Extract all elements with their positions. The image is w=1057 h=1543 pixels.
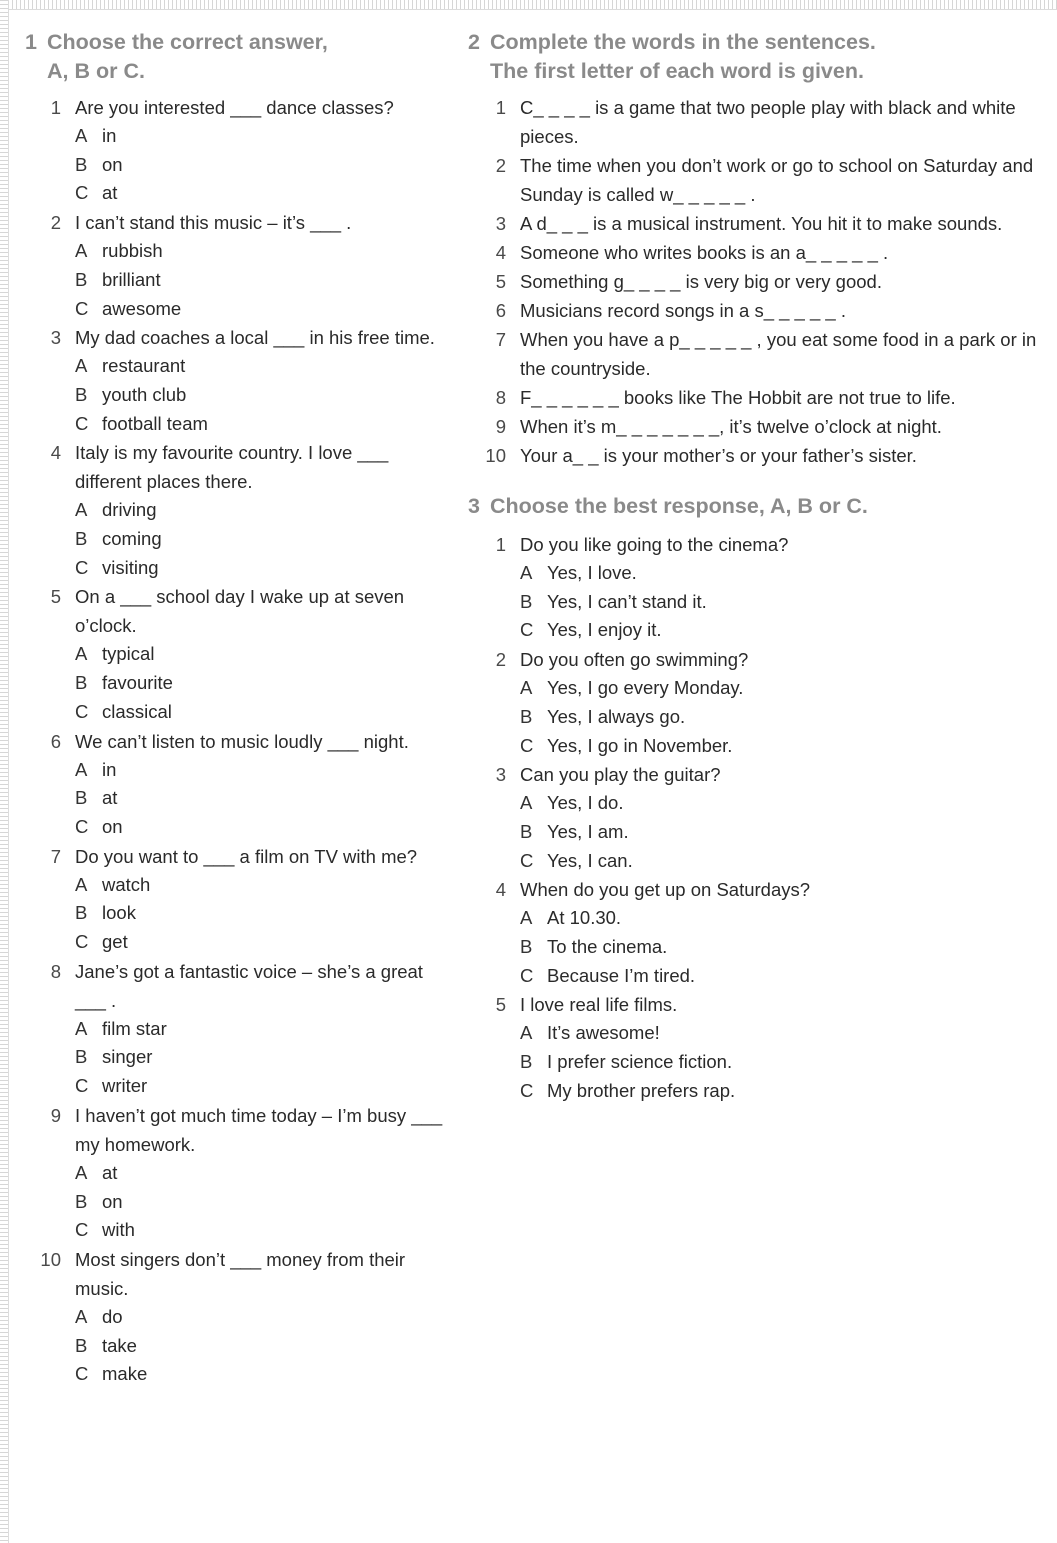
option-text: awesome (102, 297, 182, 319)
question-row (25, 957, 445, 1015)
option-text: Yes, I am. (547, 820, 629, 842)
question-row (468, 296, 1048, 325)
section1-title: Choose the correct answer, A, B or C. (47, 30, 328, 83)
answer-option[interactable] (468, 962, 1048, 991)
question-text: I can’t stand this music – it’s ___ . (75, 212, 352, 234)
option-text: Yes, I can’t stand it. (547, 590, 707, 612)
option-letter: C (520, 734, 534, 756)
question-number: 3 (495, 764, 506, 786)
question-row (468, 645, 1048, 674)
option-text: watch (102, 873, 151, 895)
answer-option[interactable] (25, 1043, 445, 1072)
option-letter: C (75, 931, 89, 953)
option-text: classical (102, 700, 172, 722)
question-text: On a ___ school day I wake up at seven o’clock. (75, 586, 405, 637)
answer-option[interactable] (468, 674, 1048, 703)
option-text: writer (102, 1075, 148, 1097)
option-text: in (102, 125, 117, 146)
option-text: Yes, I always go. (547, 705, 686, 727)
option-letter: C (75, 1363, 89, 1385)
option-text: I prefer science fiction. (547, 1051, 733, 1073)
section3-heading (468, 492, 1048, 521)
question-number: 5 (495, 994, 506, 1016)
option-letter: B (75, 1334, 88, 1356)
option-text: driving (102, 499, 157, 521)
question-number: 2 (495, 649, 506, 671)
answer-option[interactable] (25, 669, 445, 698)
question-text: C_ _ _ _ is a game that two people play with black and white pieces. (520, 97, 1016, 147)
question-number: 6 (495, 300, 506, 321)
question-number: 7 (50, 845, 61, 867)
answer-option[interactable] (25, 756, 445, 785)
question-row (25, 727, 445, 756)
question-number: 5 (50, 586, 61, 608)
page-left-border (0, 0, 9, 1543)
option-letter: C (520, 964, 534, 986)
question-row (468, 990, 1048, 1019)
option-letter: B (75, 672, 88, 694)
question-item (468, 760, 1048, 875)
answer-option[interactable] (25, 266, 445, 295)
answer-option[interactable] (25, 237, 445, 266)
option-letter: C (75, 182, 89, 204)
option-text: Yes, I go in November. (547, 734, 733, 756)
answer-option[interactable] (468, 904, 1048, 933)
option-letter: C (75, 815, 89, 837)
option-text: Yes, I enjoy it. (547, 619, 662, 641)
question-number: 10 (40, 1248, 61, 1270)
question-number: 8 (50, 960, 61, 982)
answer-option[interactable] (25, 928, 445, 957)
option-letter: A (75, 873, 88, 895)
question-row (25, 208, 445, 237)
option-letter: C (75, 412, 89, 434)
option-letter: A (520, 907, 533, 929)
answer-option[interactable] (468, 1019, 1048, 1048)
question-item (468, 209, 1048, 238)
question-row (468, 151, 1048, 209)
option-letter: A (75, 1017, 88, 1039)
section3-title: Choose the best response, A, B or C. (490, 494, 868, 518)
question-text: Musicians record songs in a s_ _ _ _ _ . (520, 300, 846, 321)
question-item (25, 438, 445, 582)
answer-option[interactable] (25, 1015, 445, 1044)
question-item (25, 1101, 445, 1245)
option-letter: C (75, 700, 89, 722)
question-text: When it’s m_ _ _ _ _ _ _, it’s twelve o’clock at night. (520, 416, 942, 437)
question-item (25, 93, 445, 208)
question-number: 6 (50, 730, 61, 752)
answer-option[interactable] (468, 732, 1048, 761)
option-text: My brother prefers rap. (547, 1079, 736, 1101)
option-text: look (102, 902, 136, 924)
answer-option[interactable] (25, 1188, 445, 1217)
question-number: 8 (495, 387, 506, 408)
option-text: Because I’m tired. (547, 964, 696, 986)
option-letter: A (75, 499, 88, 521)
question-text: A d_ _ _ is a musical instrument. You hit it to make sounds. (520, 213, 1003, 234)
question-row (468, 383, 1048, 412)
section3-number: 3 (468, 494, 480, 518)
question-number: 4 (50, 442, 61, 464)
option-letter: B (75, 528, 88, 550)
question-row (468, 267, 1048, 296)
answer-option[interactable] (25, 179, 445, 208)
answer-option[interactable] (25, 1072, 445, 1101)
question-row (25, 323, 445, 352)
option-letter: B (520, 820, 533, 842)
question-item (468, 151, 1048, 209)
option-letter: B (75, 383, 88, 405)
option-letter: A (520, 562, 533, 583)
question-item (468, 267, 1048, 296)
option-text: typical (102, 643, 155, 665)
option-text: Yes, I go every Monday. (547, 677, 744, 699)
option-text: To the cinema. (547, 936, 668, 958)
question-row (468, 93, 1048, 151)
question-number: 7 (495, 329, 506, 350)
question-text: Do you like going to the cinema? (520, 534, 789, 555)
option-text: restaurant (102, 355, 186, 377)
option-letter: C (75, 1219, 89, 1241)
option-letter: A (75, 355, 88, 377)
option-text: Yes, I love. (547, 562, 637, 583)
option-text: at (102, 182, 118, 204)
option-text: rubbish (102, 240, 163, 262)
question-row (25, 1245, 445, 1303)
option-letter: A (520, 1022, 533, 1044)
answer-option[interactable] (25, 813, 445, 842)
question-text: Your a_ _ is your mother’s or your father’s sister. (520, 445, 917, 466)
question-text: When do you get up on Saturdays? (520, 879, 811, 901)
page-top-border (0, 0, 1057, 10)
option-letter: B (75, 1190, 88, 1212)
option-text: coming (102, 528, 162, 550)
option-text: favourite (102, 672, 173, 694)
option-letter: B (75, 1046, 88, 1068)
answer-option[interactable] (25, 1303, 445, 1332)
question-text: Most singers don’t ___ money from their music. (75, 1248, 406, 1299)
answer-option[interactable] (468, 588, 1048, 617)
question-number: 1 (50, 97, 61, 118)
option-letter: A (75, 240, 88, 262)
question-text: I haven’t got much time today – I’m busy ___ my homework. (75, 1104, 443, 1155)
question-row (25, 1101, 445, 1159)
question-number: 10 (485, 445, 506, 466)
question-text: I love real life films. (520, 994, 678, 1016)
question-item (468, 441, 1048, 470)
option-text: youth club (102, 383, 187, 405)
question-row (468, 441, 1048, 470)
answer-option[interactable] (25, 1360, 445, 1389)
question-text: F_ _ _ _ _ _ books like The Hobbit are not true to life. (520, 387, 956, 408)
answer-option[interactable] (25, 871, 445, 900)
question-row (25, 438, 445, 496)
question-number: 2 (495, 155, 506, 176)
option-text: visiting (102, 556, 159, 578)
option-text: in (102, 758, 117, 780)
answer-option[interactable] (25, 410, 445, 439)
section2-title: Complete the words in the sentences. The first letter of each word is given. (490, 30, 876, 83)
question-item (25, 957, 445, 1101)
answer-option[interactable] (25, 122, 445, 151)
option-text: make (102, 1363, 148, 1385)
question-number: 5 (495, 271, 506, 292)
option-letter: C (75, 297, 89, 319)
question-row (468, 875, 1048, 904)
option-letter: A (75, 758, 88, 780)
answer-option[interactable] (25, 525, 445, 554)
question-number: 1 (495, 534, 506, 555)
question-number: 2 (50, 212, 61, 234)
option-text: take (102, 1334, 137, 1356)
option-letter: C (75, 556, 89, 578)
question-item (25, 582, 445, 726)
answer-option[interactable] (468, 933, 1048, 962)
question-item (25, 1245, 445, 1389)
question-text: The time when you don’t work or go to school on Saturday and Sunday is called w_ _ _ _ _ . (520, 155, 1034, 205)
option-text: on (102, 815, 123, 837)
option-text: At 10.30. (547, 907, 622, 929)
question-item (468, 325, 1048, 383)
question-text: Are you interested ___ dance classes? (75, 97, 394, 118)
answer-option[interactable] (468, 559, 1048, 588)
section2-number: 2 (468, 30, 480, 54)
option-letter: C (75, 1075, 89, 1097)
question-row (25, 582, 445, 640)
question-item (25, 727, 445, 842)
option-letter: A (75, 125, 88, 146)
question-row (468, 209, 1048, 238)
option-text: do (102, 1305, 123, 1327)
question-text: Do you often go swimming? (520, 649, 749, 671)
question-number: 1 (495, 97, 506, 118)
option-letter: C (520, 1079, 534, 1101)
question-row (468, 530, 1048, 559)
answer-option[interactable] (25, 496, 445, 525)
answer-option[interactable] (25, 1216, 445, 1245)
question-text: We can’t listen to music loudly ___ night. (75, 730, 409, 752)
section2-question-list (468, 93, 1048, 470)
question-item (468, 238, 1048, 267)
question-item (468, 383, 1048, 412)
option-letter: B (75, 902, 88, 924)
question-text: Jane’s got a fantastic voice – she’s a great ___ . (75, 960, 423, 1011)
option-text: football team (102, 412, 208, 434)
option-text: Yes, I can. (547, 849, 633, 871)
option-text: Yes, I do. (547, 792, 624, 814)
question-text: My dad coaches a local ___ in his free time. (75, 327, 435, 349)
question-text: Do you want to ___ a film on TV with me? (75, 845, 418, 867)
option-text: It’s awesome! (547, 1022, 660, 1044)
section2-heading (468, 28, 1048, 86)
option-text: get (102, 931, 128, 953)
left-column (25, 28, 445, 1389)
option-letter: A (75, 643, 88, 665)
option-letter: A (520, 677, 533, 699)
question-item (25, 208, 445, 323)
answer-option[interactable] (25, 784, 445, 813)
answer-option[interactable] (25, 1332, 445, 1361)
question-text: Can you play the guitar? (520, 764, 721, 786)
question-row (468, 412, 1048, 441)
option-text: brilliant (102, 268, 161, 290)
question-item (468, 530, 1048, 645)
question-number: 4 (495, 879, 506, 901)
question-text: Something g_ _ _ _ is very big or very good. (520, 271, 882, 292)
question-item (468, 990, 1048, 1105)
question-text: Someone who writes books is an a_ _ _ _ _ . (520, 242, 889, 263)
option-text: singer (102, 1046, 153, 1068)
option-text: at (102, 787, 118, 809)
question-item (25, 323, 445, 438)
section1-heading (25, 28, 445, 86)
answer-option[interactable] (25, 1159, 445, 1188)
section1-number: 1 (25, 30, 37, 54)
option-letter: C (520, 849, 534, 871)
question-item (25, 842, 445, 957)
answer-option[interactable] (468, 703, 1048, 732)
question-row (468, 760, 1048, 789)
answer-option[interactable] (468, 847, 1048, 876)
option-letter: B (520, 590, 533, 612)
option-letter: B (520, 1051, 533, 1073)
answer-option[interactable] (25, 381, 445, 410)
answer-option[interactable] (25, 899, 445, 928)
option-letter: A (75, 1161, 88, 1183)
answer-option[interactable] (25, 554, 445, 583)
question-row (25, 842, 445, 871)
option-letter: A (520, 792, 533, 814)
question-text: Italy is my favourite country. I love ___ different places there. (75, 442, 389, 493)
question-number: 3 (50, 327, 61, 349)
question-item (468, 93, 1048, 151)
answer-option[interactable] (25, 698, 445, 727)
answer-option[interactable] (468, 789, 1048, 818)
answer-option[interactable] (468, 1077, 1048, 1106)
option-letter: B (75, 268, 88, 290)
option-letter: B (520, 936, 533, 958)
question-number: 9 (50, 1104, 61, 1126)
question-item (468, 875, 1048, 990)
answer-option[interactable] (468, 616, 1048, 645)
answer-option[interactable] (468, 818, 1048, 847)
question-number: 3 (495, 213, 506, 234)
option-text: with (102, 1219, 135, 1241)
question-item (468, 645, 1048, 760)
question-number: 4 (495, 242, 506, 263)
right-column (468, 28, 1048, 1106)
question-row (25, 93, 445, 122)
option-letter: B (75, 787, 88, 809)
section3-question-list (468, 530, 1048, 1106)
option-text: film star (102, 1017, 167, 1039)
question-item (468, 296, 1048, 325)
answer-option[interactable] (468, 1048, 1048, 1077)
question-row (468, 238, 1048, 267)
option-letter: A (75, 1305, 88, 1327)
question-text: When you have a p_ _ _ _ _ , you eat some food in a park or in the countryside. (520, 329, 1037, 379)
section1-question-list (25, 93, 445, 1389)
question-item (468, 412, 1048, 441)
answer-option[interactable] (25, 295, 445, 324)
option-letter: C (520, 619, 534, 641)
answer-option[interactable] (25, 640, 445, 669)
option-letter: B (520, 705, 533, 727)
question-number: 9 (495, 416, 506, 437)
option-text: at (102, 1161, 118, 1183)
option-letter: B (75, 153, 88, 175)
question-row (468, 325, 1048, 383)
answer-option[interactable] (25, 151, 445, 180)
option-text: on (102, 153, 123, 175)
option-text: on (102, 1190, 123, 1212)
answer-option[interactable] (25, 352, 445, 381)
